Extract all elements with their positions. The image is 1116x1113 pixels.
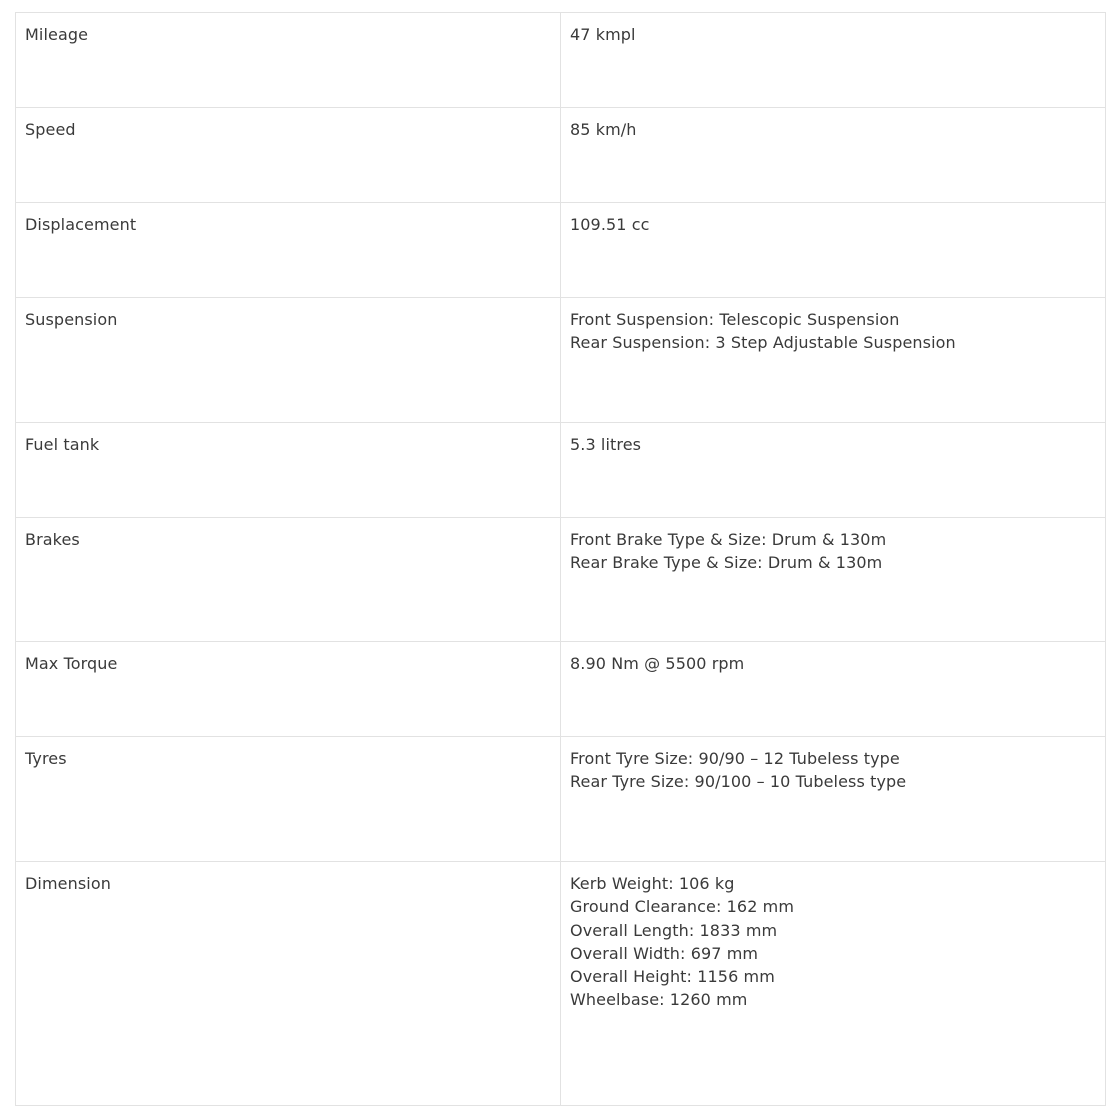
spec-value-line: Wheelbase: 1260 mm: [570, 990, 748, 1010]
spec-value-line: Front Suspension: Telescopic Suspension: [570, 310, 900, 329]
spec-value: [561, 423, 1106, 518]
spec-value-line: Overall Height: 1156 mm: [570, 967, 775, 987]
spec-value: [561, 108, 1106, 203]
spec-value-line: Kerb Weight: 106 kg: [570, 874, 735, 893]
table-row: [16, 737, 1106, 862]
spec-label: Displacement: [16, 203, 561, 298]
table-row: [16, 862, 1106, 1106]
table-row: [16, 13, 1106, 108]
spec-value-line: Rear Tyre Size: 90/100 – 10 Tubeless type: [570, 772, 907, 792]
spec-value: [561, 298, 1106, 423]
spec-value-line: 8.90 Nm @ 5500 rpm: [570, 654, 745, 673]
table-row: [16, 642, 1106, 737]
spec-value-line: Rear Suspension: 3 Step Adjustable Suspension: [570, 333, 956, 353]
table-row: [16, 423, 1106, 518]
table-row: [16, 518, 1106, 642]
spec-value: [561, 203, 1106, 298]
spec-table: [15, 12, 1106, 1106]
table-row: [16, 108, 1106, 203]
table-row: [16, 298, 1106, 423]
spec-value-line: Rear Brake Type & Size: Drum & 130m: [570, 553, 883, 573]
spec-value: [561, 862, 1106, 1106]
spec-value-line: Overall Length: 1833 mm: [570, 920, 778, 940]
spec-value: [561, 642, 1106, 737]
spec-value-line: 47 kmpl: [570, 25, 636, 44]
table-row: [16, 203, 1106, 298]
spec-value: [561, 737, 1106, 862]
spec-value: [561, 518, 1106, 642]
spec-value-line: Ground Clearance: 162 mm: [570, 897, 795, 917]
spec-label: Brakes: [16, 518, 561, 642]
spec-value-line: Overall Width: 697 mm: [570, 943, 759, 963]
spec-value-line: Front Tyre Size: 90/90 – 12 Tubeless type: [570, 749, 900, 768]
spec-label: Speed: [16, 108, 561, 203]
spec-value-line: 109.51 cc: [570, 215, 650, 234]
spec-label: Tyres: [16, 737, 561, 862]
spec-value-line: 5.3 litres: [570, 435, 642, 454]
spec-value-line: Front Brake Type & Size: Drum & 130m: [570, 530, 887, 549]
spec-label: Fuel tank: [16, 423, 561, 518]
spec-label: Suspension: [16, 298, 561, 423]
spec-value: [561, 13, 1106, 108]
spec-label: Mileage: [16, 13, 561, 108]
spec-value-line: 85 km/h: [570, 120, 637, 139]
spec-label: Max Torque: [16, 642, 561, 737]
spec-label: Dimension: [16, 862, 561, 1106]
